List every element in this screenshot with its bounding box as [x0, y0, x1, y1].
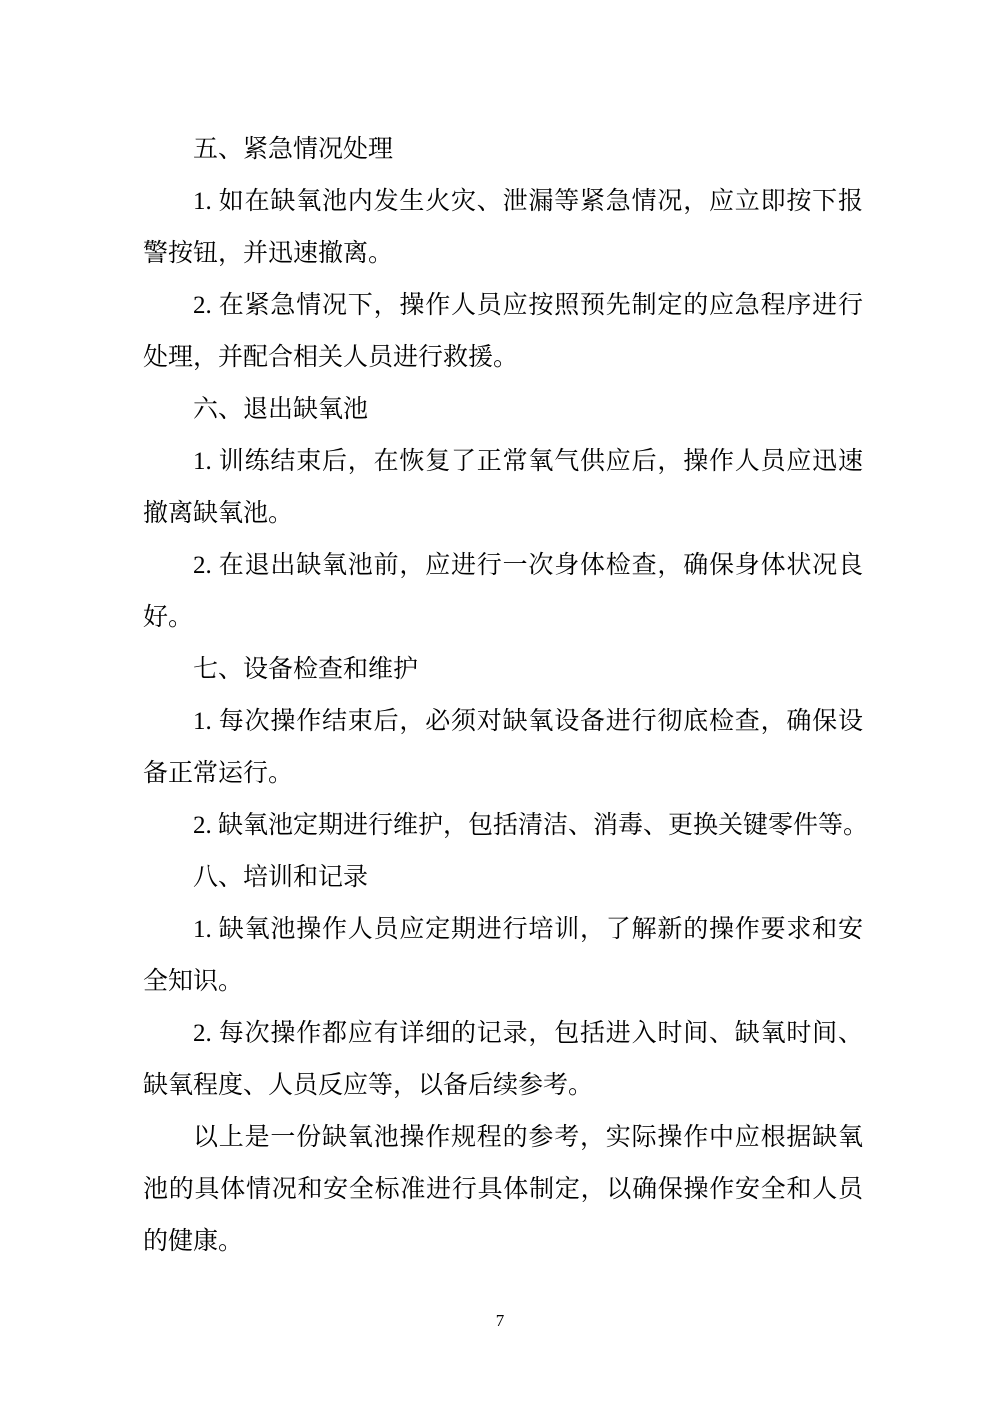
paragraph-line: 缺氧程度、人员反应等，以备后续参考。: [143, 1072, 594, 1099]
paragraph-line: 警按钮，并迅速撤离。: [143, 240, 394, 267]
section-heading: 六、退出缺氧池: [193, 396, 369, 423]
paragraph-line: 1. 每次操作结束后，必须对缺氧设备进行彻底检查，确保设: [193, 708, 863, 735]
paragraph-line: 的健康。: [143, 1228, 244, 1255]
document-body: [143, 124, 869, 1268]
section-heading: 五、紧急情况处理: [193, 136, 394, 163]
paragraph-line: 1. 如在缺氧池内发生火灾、泄漏等紧急情况，应立即按下报: [193, 188, 863, 215]
paragraph-line: 好。: [143, 604, 194, 631]
paragraph-line: 池的具体情况和安全标准进行具体制定，以确保操作安全和人员: [143, 1176, 863, 1203]
paragraph-line: 2. 缺氧池定期进行维护，包括清洁、消毒、更换关键零件等。: [193, 812, 869, 839]
paragraph-line: 处理，并配合相关人员进行救援。: [143, 344, 519, 371]
section-heading: 七、设备检查和维护: [193, 656, 419, 683]
paragraph-line: 1. 缺氧池操作人员应定期进行培训，了解新的操作要求和安: [193, 916, 863, 943]
paragraph-line: 2. 在退出缺氧池前，应进行一次身体检查，确保身体状况良: [193, 552, 863, 579]
paragraph-line: 全知识。: [143, 968, 244, 995]
paragraph-line: 1. 训练结束后，在恢复了正常氧气供应后，操作人员应迅速: [193, 448, 863, 475]
page-number: 7: [495, 1311, 505, 1330]
paragraph-line: 2. 每次操作都应有详细的记录，包括进入时间、缺氧时间、: [193, 1020, 863, 1047]
paragraph-line: 撤离缺氧池。: [143, 500, 294, 527]
section-heading: 八、培训和记录: [193, 864, 369, 891]
paragraph-line: 备正常运行。: [143, 760, 294, 787]
paragraph-line: 2. 在紧急情况下，操作人员应按照预先制定的应急程序进行: [193, 292, 863, 319]
paragraph-line: 以上是一份缺氧池操作规程的参考，实际操作中应根据缺氧: [193, 1124, 863, 1151]
